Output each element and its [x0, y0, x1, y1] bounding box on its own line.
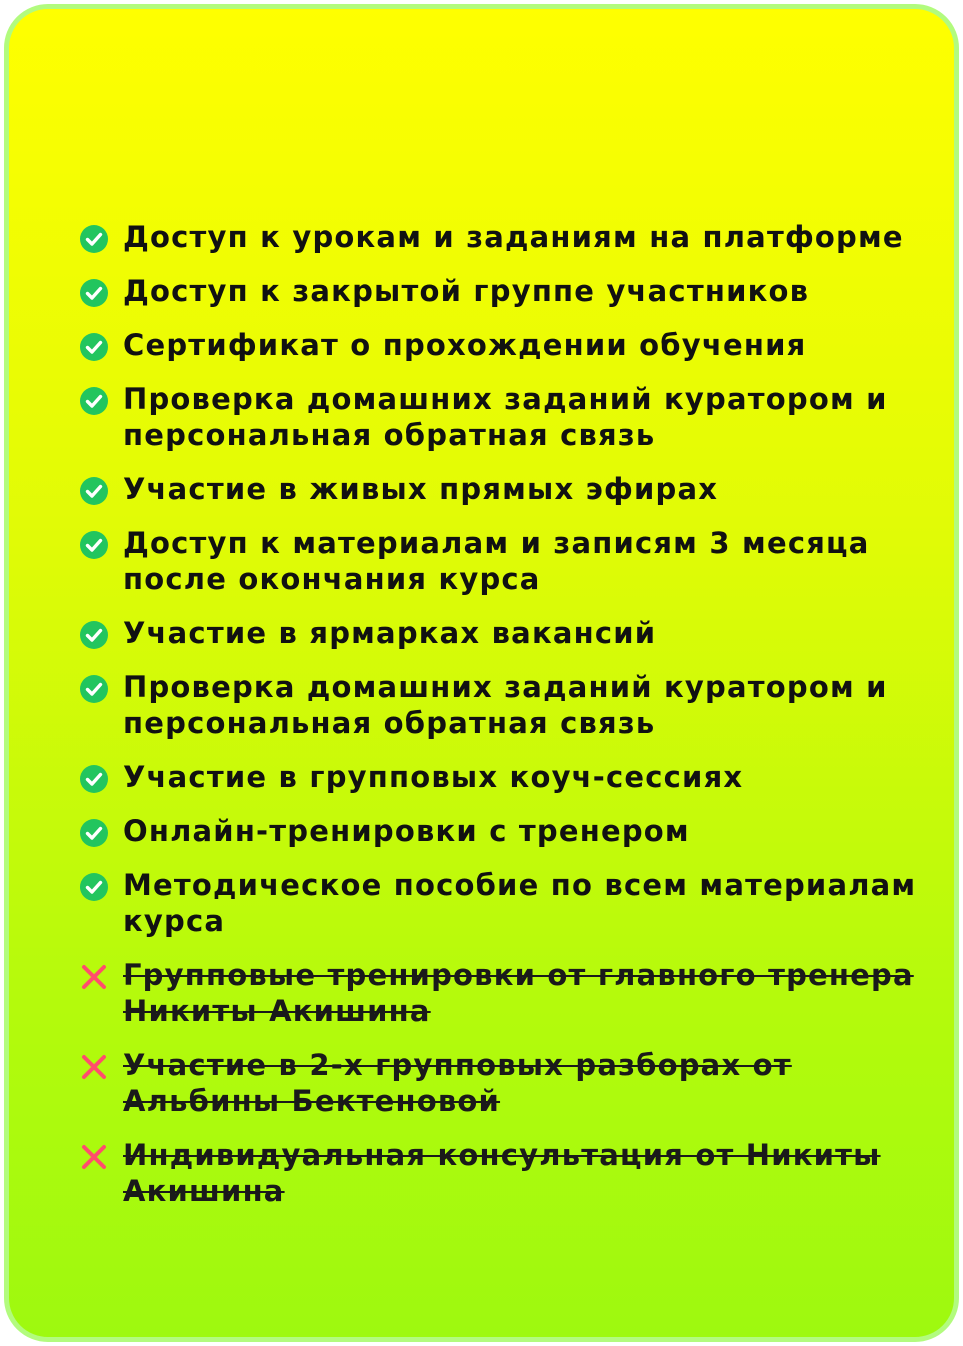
feature-text: Доступ к урокам и заданиям на платформе — [123, 220, 904, 254]
check-circle-icon — [79, 332, 109, 362]
feature-item — [79, 471, 929, 507]
cross-icon — [79, 1052, 109, 1082]
feature-text: Методическое пособие по всем материалам курса — [123, 868, 917, 938]
feature-text: Сертификат о прохождении обучения — [123, 328, 807, 362]
feature-item — [79, 219, 929, 255]
feature-item — [79, 525, 929, 597]
cross-icon — [79, 1142, 109, 1172]
feature-text: Доступ к материалам и записям 3 месяца после окончания курса — [123, 526, 870, 596]
feature-text: Участие в ярмарках вакансий — [123, 616, 657, 650]
feature-text: Участие в групповых коуч-сессиях — [123, 760, 744, 794]
feature-text: Проверка домашних заданий куратором и персональная обратная связь — [123, 382, 888, 452]
feature-item — [79, 669, 929, 741]
feature-text: Проверка домашних заданий куратором и персональная обратная связь — [123, 670, 888, 740]
feature-item-excluded — [79, 957, 929, 1029]
feature-item-excluded — [79, 1047, 929, 1119]
check-circle-icon — [79, 674, 109, 704]
check-circle-icon — [79, 818, 109, 848]
feature-text: Групповые тренировки от главного тренера Никиты Акишина — [123, 958, 914, 1028]
cross-icon — [79, 962, 109, 992]
check-circle-icon — [79, 872, 109, 902]
check-circle-icon — [79, 764, 109, 794]
feature-item — [79, 759, 929, 795]
tariff-features-card — [4, 4, 959, 1342]
feature-item — [79, 273, 929, 309]
check-circle-icon — [79, 476, 109, 506]
check-circle-icon — [79, 278, 109, 308]
check-circle-icon — [79, 620, 109, 650]
feature-text: Онлайн-тренировки с тренером — [123, 814, 690, 848]
feature-item-excluded — [79, 1137, 929, 1209]
feature-text: Участие в живых прямых эфирах — [123, 472, 719, 506]
feature-text: Доступ к закрытой группе участников — [123, 274, 810, 308]
check-circle-icon — [79, 386, 109, 416]
feature-text: Индивидуальная консультация от Никиты Акишина — [123, 1138, 881, 1208]
feature-list — [79, 219, 929, 1227]
feature-item — [79, 867, 929, 939]
feature-text: Участие в 2-х групповых разборах от Альбины Бектеновой — [123, 1048, 792, 1118]
feature-item — [79, 813, 929, 849]
feature-item — [79, 327, 929, 363]
check-circle-icon — [79, 224, 109, 254]
feature-item — [79, 381, 929, 453]
feature-item — [79, 615, 929, 651]
check-circle-icon — [79, 530, 109, 560]
